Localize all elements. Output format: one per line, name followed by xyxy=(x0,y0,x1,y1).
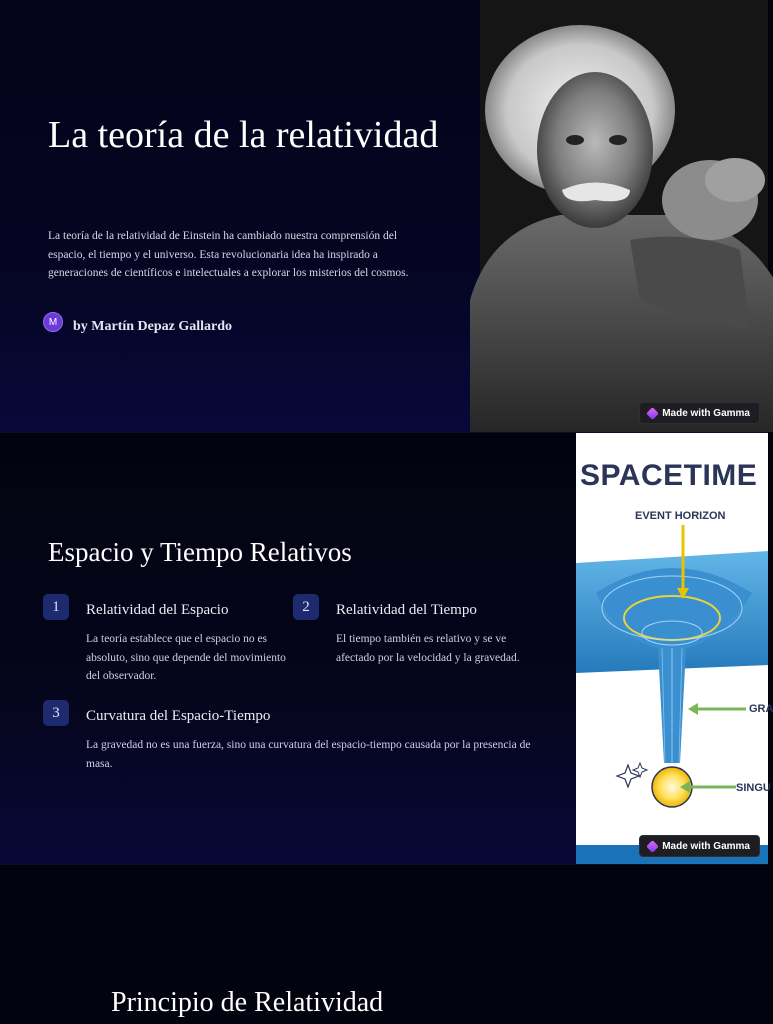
author-name: by Martín Depaz Gallardo xyxy=(73,319,233,334)
item-text: La gravedad no es una fuerza, sino una curvatura del espacio-tiempo causada por la presencia de masa. xyxy=(86,739,531,770)
spacetime-funnel-illustration xyxy=(576,433,768,865)
page-title: La teoría de la relatividad xyxy=(48,114,439,156)
badge-label: Made with Gamma xyxy=(662,407,750,419)
gravity-label: GRA xyxy=(749,703,773,715)
item-title: Relatividad del Tiempo xyxy=(336,602,477,618)
singularity-label: SINGU xyxy=(736,782,771,794)
item-number: 1 xyxy=(43,594,69,620)
gamma-logo-icon xyxy=(646,840,659,853)
portrait-illustration xyxy=(480,0,768,432)
avatar: M xyxy=(43,312,63,332)
item-text: El tiempo también es relativo y se ve afectado por la velocidad y la gravedad. xyxy=(336,633,520,664)
item-title: Curvatura del Espacio-Tiempo xyxy=(86,708,271,724)
event-horizon-label: EVENT HORIZON xyxy=(635,510,726,522)
made-with-gamma-badge[interactable] xyxy=(639,402,760,424)
badge-label: Made with Gamma xyxy=(662,840,750,852)
section-title: Espacio y Tiempo Relativos xyxy=(48,537,352,567)
gamma-logo-icon xyxy=(646,407,659,420)
slide-principle xyxy=(0,864,768,1024)
item-number: 3 xyxy=(43,700,69,726)
made-with-gamma-badge[interactable] xyxy=(639,835,760,857)
einstein-portrait-image xyxy=(480,0,768,432)
author-byline xyxy=(43,309,232,335)
intro-paragraph: La teoría de la relatividad de Einstein ha cambiado nuestra comprensión del espacio, el tiempo y el universo. Esta revolucionaria idea ha inspirado a generaciones de científicos e intelectuales a explorar los misterios del cosmos. xyxy=(48,230,409,279)
section-title: Principio de Relatividad xyxy=(111,987,384,1018)
item-text: La teoría establece que el espacio no es absoluto, sino que depende del movimiento del observador. xyxy=(86,633,286,682)
item-number: 2 xyxy=(293,594,319,620)
spacetime-title: SPACETIME xyxy=(580,459,758,492)
slide-title xyxy=(0,0,768,432)
spacetime-diagram-image xyxy=(576,433,773,865)
slide-space-time xyxy=(0,432,773,864)
item-title: Relatividad del Espacio xyxy=(86,602,229,618)
